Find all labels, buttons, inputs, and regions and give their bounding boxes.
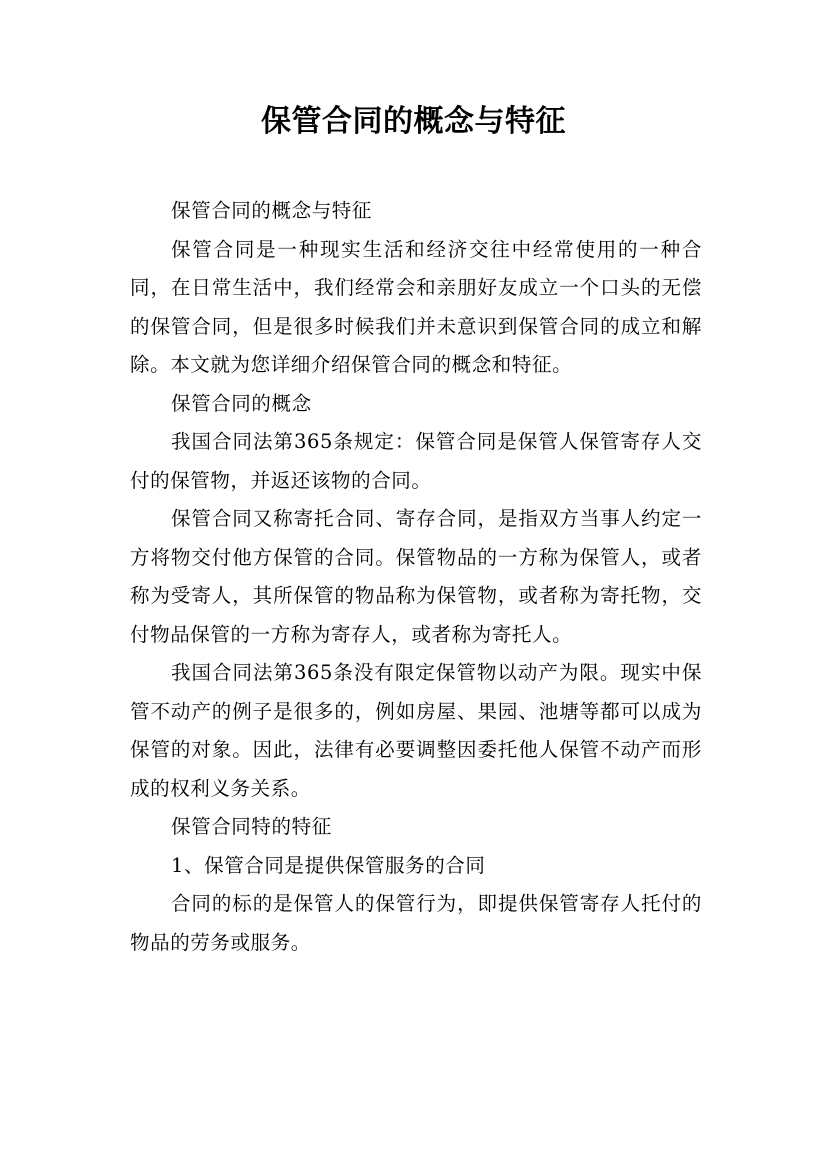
section-heading-features: 保管合同特的特征 bbox=[171, 815, 332, 838]
paragraph-intro: 保管合同是一种现实生活和经济交往中经常使用的一种合同，在日常生活中，我们经常会和亲朋好友成立一个口头的无偿的保管合同，但是很多时候我们并未意识到保管合同的成立和解除。本文就为您详细介绍保管合同的概念和特征。 bbox=[130, 237, 702, 376]
document-title: 保管合同的概念与特征 bbox=[261, 104, 566, 139]
feature-item-1-text: 合同的标的是保管人的保管行为，即提供保管寄存人托付的物品的劳务或服务。 bbox=[130, 892, 702, 954]
section-heading-concept: 保管合同的概念 bbox=[171, 391, 312, 415]
paragraph-subtitle: 保管合同的概念与特征 bbox=[171, 199, 373, 222]
document-body bbox=[130, 192, 702, 962]
paragraph-definition: 保管合同又称寄托合同、寄存合同，是指双方当事人约定一方将物交付他方保管的合同。保管物品的一方称为保管人，或者称为受寄人，其所保管的物品称为保管物，或者称为寄托物，交付物品保管的一方称为寄存人，或者称为寄托人。 bbox=[130, 507, 702, 646]
paragraph-immovables: 我国合同法第365条没有限定保管物以动产为限。现实中保管不动产的例子是很多的，例如房屋、果园、池塘等都可以成为保管的对象。因此，法律有必要调整因委托他人保管不动产而形成的权利义务关系。 bbox=[130, 661, 702, 800]
feature-item-1-heading: 1、保管合同是提供保管服务的合同 bbox=[171, 853, 486, 877]
paragraph-article-365: 我国合同法第365条规定：保管合同是保管人保管寄存人交付的保管物，并返还该物的合同。 bbox=[130, 430, 702, 492]
